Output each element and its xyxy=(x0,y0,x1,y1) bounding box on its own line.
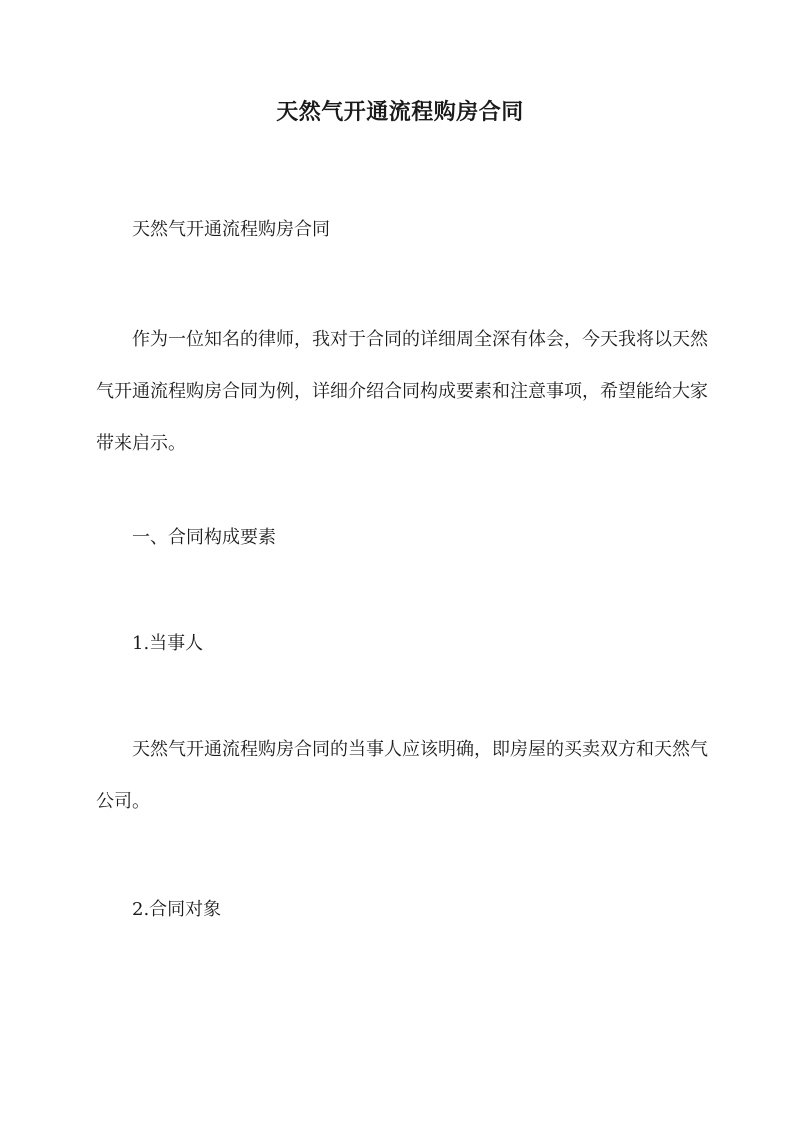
intro-paragraph: 作为一位知名的律师，我对于合同的详细周全深有体会，今天我将以天然气开通流程购房合同为例，详细介绍合同构成要素和注意事项，希望能给大家带来启示。 xyxy=(96,329,708,454)
item-heading-contract-object: 2.合同对象 xyxy=(132,899,222,920)
document-title: 天然气开通流程购房合同 xyxy=(276,99,524,125)
document-subtitle: 天然气开通流程购房合同 xyxy=(132,219,330,240)
item-body-parties: 天然气开通流程购房合同的当事人应该明确，即房屋的买卖双方和天然气公司。 xyxy=(96,739,708,812)
section-heading-composition: 一、合同构成要素 xyxy=(132,527,276,548)
item-heading-parties: 1.当事人 xyxy=(132,633,204,654)
